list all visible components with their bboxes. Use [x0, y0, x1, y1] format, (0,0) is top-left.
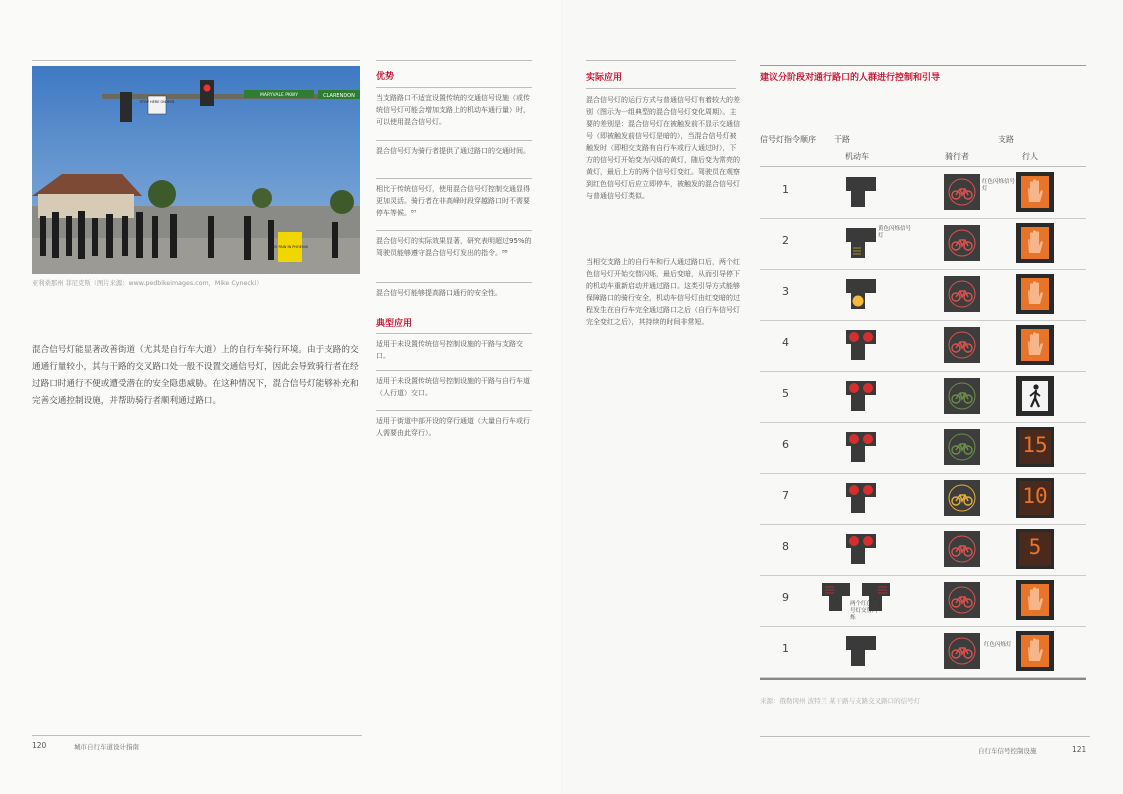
- table-title: 建议分阶段对通行路口的人群进行控制和引导: [760, 73, 941, 83]
- step-number: 3: [782, 285, 789, 298]
- step-number: 8: [782, 540, 789, 553]
- bicycle-signal-icon: [944, 174, 980, 210]
- step-number: 5: [782, 387, 789, 400]
- walk-signal-icon: [1016, 376, 1054, 416]
- header-cyclist: 骑行者: [945, 152, 969, 161]
- table-row: [760, 269, 1086, 321]
- bicycle-signal-icon: [944, 582, 980, 618]
- vehicle-signal-icon: [846, 432, 878, 468]
- step-number: 2: [782, 234, 789, 247]
- practice-top-rule: [586, 60, 736, 61]
- rule: [376, 140, 532, 141]
- hand-signal-icon: [1016, 631, 1054, 671]
- table-row: [760, 371, 1086, 423]
- table-row: [760, 473, 1086, 525]
- practice-title: 实际应用: [586, 73, 623, 83]
- hand-signal-icon: [1016, 325, 1054, 365]
- chapter-title: 自行车信号控制设施: [978, 747, 1037, 755]
- rule: [376, 282, 532, 283]
- bicycle-signal-icon: [944, 429, 980, 465]
- rule: [376, 178, 532, 179]
- advantage-item: 混合信号灯为骑行者提供了通过路口的交通时间。: [376, 147, 530, 155]
- step-number: 9: [782, 591, 789, 604]
- advantages-title: 优势: [376, 72, 395, 82]
- bicycle-signal-icon: [944, 276, 980, 312]
- step-number: 7: [782, 489, 789, 502]
- bicycle-signal-icon: [944, 531, 980, 567]
- table-row: [760, 575, 1086, 627]
- table-row: [760, 167, 1086, 219]
- rule: [376, 87, 532, 88]
- bicycle-signal-icon: [944, 633, 980, 669]
- typical-item: 适用于未设置传统信号控制设施的干路与支路交口。: [376, 340, 523, 360]
- bicycle-signal-icon: [944, 480, 980, 516]
- alternating-red-label: 两个红色信号灯交替闪烁: [850, 601, 878, 621]
- countdown-signal: [1016, 529, 1054, 569]
- bicycle-signal-icon: [944, 378, 980, 414]
- stop-sign-text: STOP HERE ON RED: [139, 100, 175, 104]
- advantage-item: 相比于传统信号灯，使用混合信号灯控制交通显得更加灵活。骑行者在非高峰时段穿越路口时不需要停车等候。⁸⁷: [376, 185, 530, 217]
- hand-signal-icon: [1016, 172, 1054, 212]
- table-row: [760, 320, 1086, 372]
- vehicle-signal-icon: [846, 177, 878, 213]
- countdown-signal: [1016, 478, 1054, 518]
- advantage-item: 当支路路口不适宜设置传统的交通信号设施（或传统信号灯可能会增加支路上的机动车通行量）时，可以使用混合信号灯。: [376, 94, 530, 126]
- street-sign-1: MARYVALE PKWY: [260, 93, 298, 98]
- vehicle-signal-icon: [846, 534, 878, 570]
- street-sign-2: CLARENDON: [323, 93, 355, 99]
- vehicle-signal-icon: [846, 636, 878, 672]
- page-number: 120: [32, 741, 47, 750]
- rule: [376, 333, 532, 334]
- advantage-item: 混合信号灯的实际效果显著，研究表明超过95%的驾驶员能够遵守混合信号灯发出的指令。⁸⁸: [376, 237, 532, 257]
- table-row: [760, 422, 1086, 474]
- vehicle-signal-icon: [846, 279, 878, 315]
- rule: [376, 230, 532, 231]
- photo-caption: 亚利桑那州 菲尼克斯（图片来源：www.pedbikeimages.com，Mike Cynecki）: [32, 280, 263, 287]
- table-source: 来源：俄勒冈州 波特兰 某干路与支路交叉路口的信号灯: [760, 697, 921, 705]
- countdown-number: 15: [1022, 433, 1048, 457]
- header-order: 信号灯指令顺序: [760, 135, 816, 144]
- countdown-number: 5: [1028, 535, 1042, 559]
- rule: [586, 88, 736, 89]
- top-rule: [32, 60, 360, 61]
- typical-item: 适用于街道中部开设的穿行通道（大量自行车或行人需要由此穿行）。: [376, 417, 530, 437]
- adv-top-rule: [376, 60, 532, 61]
- practice-paragraph-1: 混合信号灯的运行方式与普通信号灯有着较大的差别（图示为一组典型的混合信号灯变化周期）。主要的差别是：混合信号灯在被触发前不显示交通信号（即被触发前信号灯是暗的），当混合信号灯被触发时（即相交支路有自行车或行人通过时），下方的信号灯开始变为闪烁的黄灯，随后变为常亮的黄灯，最后上方的两个信号灯变红。驾驶员在观察到红色信号灯后应立即停车，被触发的混合信号灯与普通信号灯类似。: [586, 96, 740, 200]
- table-top-rule: [760, 65, 1086, 66]
- hand-signal-icon: [1016, 274, 1054, 314]
- vehicle-signal-icon: [846, 228, 878, 264]
- hand-signal-icon: [1016, 580, 1054, 620]
- protest-banner: NO PAIN IN PHOENIX: [271, 245, 309, 249]
- bicycle-signal-icon: [944, 225, 980, 261]
- hand-signal-icon: [1016, 223, 1054, 263]
- table-bottom-rule: [760, 678, 1086, 680]
- step-number: 1: [782, 642, 789, 655]
- header-pedestrian: 行人: [1022, 152, 1038, 161]
- countdown-number: 10: [1022, 484, 1048, 508]
- table-row: [760, 524, 1086, 576]
- bike-flash-label: 红色闪烁信号灯: [982, 179, 1016, 192]
- body-paragraph: 混合信号灯能显著改善街道（尤其是自行车大道）上的自行车骑行环境。由于支路的交通通行量较小，其与干路的交叉路口处一般不设置交通信号灯，因此会导致骑行者在经过路口时通行不便或遭受潜在的安全隐患威胁。在这种情况下，混合信号灯能够补充和完善交通控制设施，并帮助骑行者顺利通过路口。: [32, 345, 359, 406]
- header-branch-road: 支路: [998, 135, 1014, 144]
- vehicle-signal-icon: [846, 381, 878, 417]
- book-title: 城市自行车道设计指南: [74, 743, 139, 751]
- rule: [376, 410, 532, 411]
- footer-rule: [32, 735, 362, 736]
- typical-title: 典型应用: [376, 319, 413, 329]
- footer-rule-right: [760, 736, 1090, 737]
- left-page: [0, 0, 561, 794]
- red-flash-label: 红色闪烁灯: [984, 642, 1012, 648]
- rule: [376, 370, 532, 371]
- countdown-signal: [1016, 427, 1054, 467]
- vehicle-signal-icon: [846, 483, 878, 519]
- vehicle-signal-icon: [846, 330, 878, 366]
- step-number: 1: [782, 183, 789, 196]
- advantage-item: 混合信号灯能够提高路口通行的安全性。: [376, 289, 502, 297]
- typical-item: 适用于未设置传统信号控制设施的干路与自行车道（人行道）交口。: [376, 377, 530, 397]
- page-number-right: 121: [1072, 745, 1087, 754]
- step-number: 4: [782, 336, 789, 349]
- table-row: [760, 218, 1086, 270]
- header-main-road: 干路: [834, 135, 850, 144]
- header-vehicle: 机动车: [845, 152, 869, 161]
- practice-paragraph-2: 当相交支路上的自行车和行人通过路口后，两个红色信号灯开始交替闪烁，最后变暗，从而引导停下的机动车重新启动并通过路口。这类引导方式能够保障路口的骑行安全，机动车信号灯由红变暗的过程发生在自行车完全通过路口之后（自行车信号灯完全变红之后），其持续的时间非常短。: [586, 258, 740, 326]
- vehicle-flash-label: 黄色闪烁信号灯: [878, 226, 912, 239]
- street-photo: [32, 66, 360, 274]
- table-row: [760, 626, 1086, 678]
- step-number: 6: [782, 438, 789, 451]
- bicycle-signal-icon: [944, 327, 980, 363]
